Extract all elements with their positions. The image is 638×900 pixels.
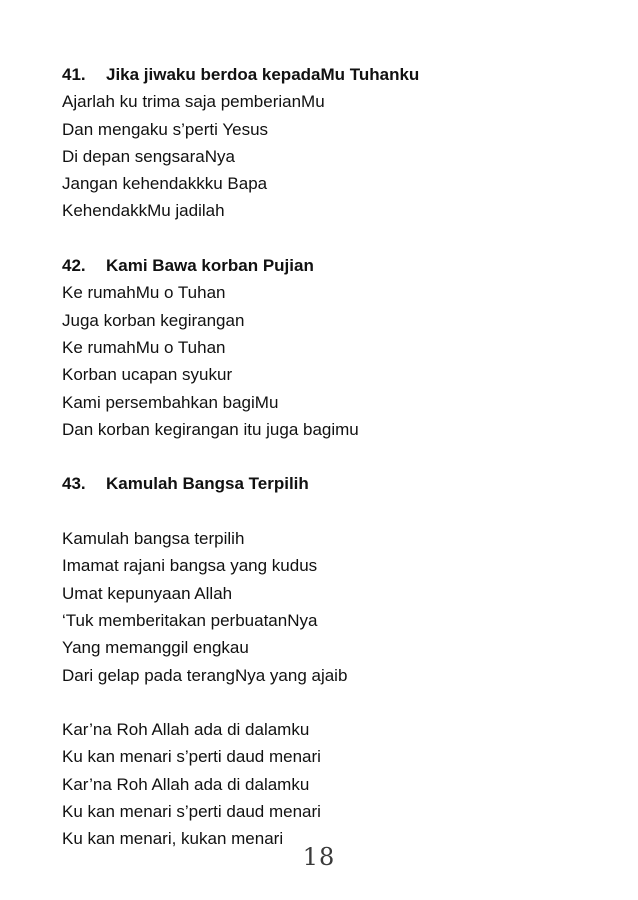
song-page: [62, 61, 582, 853]
lyric-line: Ke rumahMu o Tuhan: [62, 283, 226, 303]
lyric-line: Dan mengaku s’perti Yesus: [62, 119, 269, 139]
lyric-line: KehendakkMu jadilah: [62, 201, 225, 221]
song-title: Kamulah Bangsa Terpilih: [106, 474, 309, 494]
spacer: [62, 443, 582, 470]
lyric-line: Juga korban kegirangan: [62, 310, 245, 330]
lyric-line: Ku kan menari, kukan menari: [62, 829, 284, 849]
song-42-title: [62, 252, 582, 279]
lyric-line: Imamat rajani bangsa yang kudus: [62, 556, 318, 576]
lyric-line: Ke rumahMu o Tuhan: [62, 337, 226, 357]
lyric-line: Ajarlah ku trima saja pemberianMu: [62, 92, 325, 112]
lyric-line: Kami persembahkan bagiMu: [62, 392, 279, 412]
song-41-title: [62, 61, 582, 88]
lyric-line: Dan korban kegirangan itu juga bagimu: [62, 419, 359, 439]
spacer: [62, 225, 582, 252]
lyric-line: Di depan sengsaraNya: [62, 146, 235, 166]
lyric-line: Ku kan menari s’perti daud menari: [62, 747, 321, 767]
song-number: 42.: [62, 256, 86, 276]
song-number: 43.: [62, 474, 86, 494]
lyric-line: Kar’na Roh Allah ada di dalamku: [62, 774, 310, 794]
lyric-line: Korban ucapan syukur: [62, 365, 233, 385]
lyric-line: Ku kan menari s’perti daud menari: [62, 802, 321, 822]
lyric-line: Jangan kehendakkku Bapa: [62, 174, 268, 194]
lyric-line: Dari gelap pada terangNya yang ajaib: [62, 665, 348, 685]
song-title: Kami Bawa korban Pujian: [106, 256, 314, 276]
lyric-line: ‘Tuk memberitakan perbuatanNya: [62, 610, 318, 630]
spacer: [62, 689, 582, 716]
page-number: 18: [302, 843, 336, 871]
song-title: Jika jiwaku berdoa kepadaMu Tuhanku: [106, 65, 420, 84]
lyric-line: Kamulah bangsa terpilih: [62, 529, 245, 549]
lyric-line: Kar’na Roh Allah ada di dalamku: [62, 720, 310, 740]
lyric-line: Yang memanggil engkau: [62, 638, 249, 658]
spacer: [62, 498, 582, 525]
lyric-line: Umat kepunyaan Allah: [62, 583, 233, 603]
song-43-title: [62, 470, 582, 497]
song-number: 41.: [62, 65, 86, 84]
